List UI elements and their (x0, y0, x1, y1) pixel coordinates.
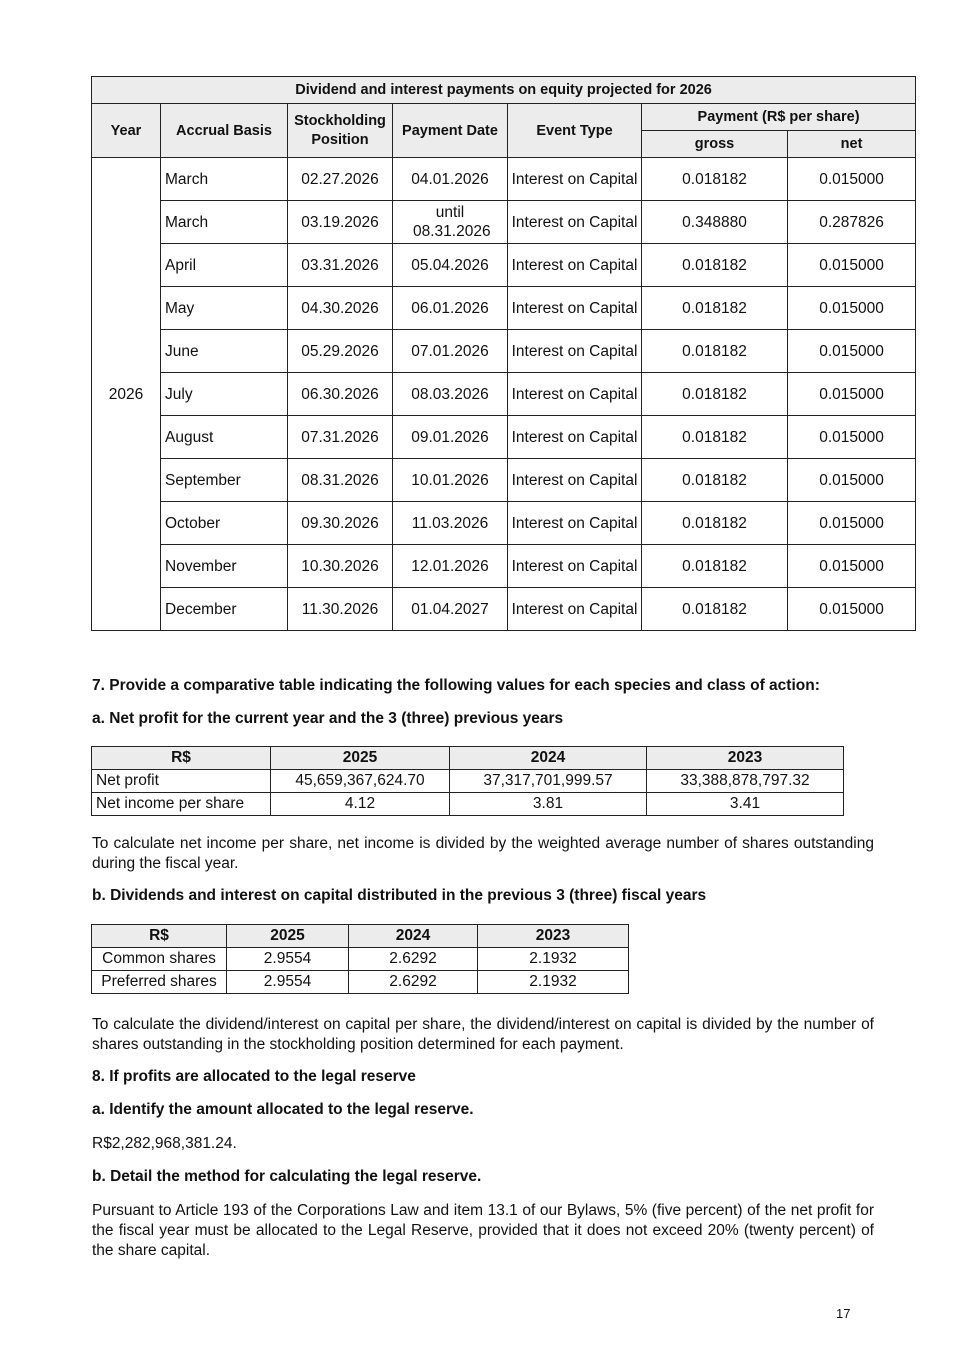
table-row (92, 287, 916, 330)
payment-date: 10.01.2026 (393, 459, 508, 502)
net-value: 0.015000 (788, 588, 916, 631)
net-value: 0.287826 (788, 201, 916, 244)
value-2023: 33,388,878,797.32 (647, 770, 844, 793)
value-2025: 45,659,367,624.70 (271, 770, 450, 793)
header-stockholding-position: Stockholding Position (288, 104, 393, 158)
payment-date: 05.04.2026 (393, 244, 508, 287)
header-payment-group: Payment (R$ per share) (642, 104, 916, 131)
accrual-month: July (161, 373, 288, 416)
dividend-projection-table (91, 76, 916, 631)
accrual-month: April (161, 244, 288, 287)
header-year-2025: 2025 (271, 747, 450, 770)
stockholding-date: 03.19.2026 (288, 201, 393, 244)
table-row (92, 373, 916, 416)
gross-value: 0.348880 (642, 201, 788, 244)
event-type: Interest on Capital (508, 373, 642, 416)
value-2025: 2.9554 (227, 971, 349, 994)
table-row (92, 588, 916, 631)
event-type: Interest on Capital (508, 287, 642, 330)
value-2023: 2.1932 (478, 971, 629, 994)
header-year-2025: 2025 (227, 925, 349, 948)
accrual-month: March (161, 158, 288, 201)
payment-date: 04.01.2026 (393, 158, 508, 201)
event-type: Interest on Capital (508, 158, 642, 201)
payment-date: 06.01.2026 (393, 287, 508, 330)
event-type: Interest on Capital (508, 459, 642, 502)
accrual-month: August (161, 416, 288, 459)
gross-value: 0.018182 (642, 416, 788, 459)
event-type: Interest on Capital (508, 330, 642, 373)
year-cell: 2026 (92, 158, 161, 631)
net-value: 0.015000 (788, 459, 916, 502)
payment-date: 11.03.2026 (393, 502, 508, 545)
stockholding-date: 08.31.2026 (288, 459, 393, 502)
value-2025: 4.12 (271, 793, 450, 816)
row-label: Net income per share (92, 793, 271, 816)
row-label: Common shares (92, 948, 227, 971)
value-2024: 2.6292 (349, 948, 478, 971)
section-8-heading: 8. If profits are allocated to the legal reserve (92, 1068, 416, 1085)
net-value: 0.015000 (788, 287, 916, 330)
gross-value: 0.018182 (642, 459, 788, 502)
stockholding-date: 07.31.2026 (288, 416, 393, 459)
table-row (92, 770, 844, 793)
stockholding-date: 10.30.2026 (288, 545, 393, 588)
gross-value: 0.018182 (642, 244, 788, 287)
section-7-heading: 7. Provide a comparative table indicating the following values for each species and class of action: (92, 677, 820, 694)
payment-date: until 08.31.2026 (393, 201, 508, 244)
gross-value: 0.018182 (642, 588, 788, 631)
net-value: 0.015000 (788, 545, 916, 588)
stockholding-date: 03.31.2026 (288, 244, 393, 287)
value-2025: 2.9554 (227, 948, 349, 971)
payment-date: 07.01.2026 (393, 330, 508, 373)
net-value: 0.015000 (788, 330, 916, 373)
row-label: Preferred shares (92, 971, 227, 994)
table-row (92, 971, 629, 994)
stockholding-date: 11.30.2026 (288, 588, 393, 631)
legal-reserve-method: Pursuant to Article 193 of the Corporations Law and item 13.1 of our Bylaws, 5% (five percent) of the net profit for the fiscal year must be allocated to the Legal Reserve, provided that it does not exceed 20% (twenty percent) of the share capital. (92, 1202, 874, 1259)
gross-value: 0.018182 (642, 545, 788, 588)
table-caption: Dividend and interest payments on equity projected for 2026 (92, 77, 916, 104)
event-type: Interest on Capital (508, 244, 642, 287)
net-value: 0.015000 (788, 416, 916, 459)
header-year-2024: 2024 (450, 747, 647, 770)
stockholding-date: 06.30.2026 (288, 373, 393, 416)
gross-value: 0.018182 (642, 287, 788, 330)
payment-date: 08.03.2026 (393, 373, 508, 416)
gross-value: 0.018182 (642, 373, 788, 416)
gross-value: 0.018182 (642, 502, 788, 545)
legal-reserve-amount: R$2,282,968,381.24. (92, 1135, 237, 1152)
net-value: 0.015000 (788, 244, 916, 287)
event-type: Interest on Capital (508, 201, 642, 244)
table-row (92, 158, 916, 201)
table-row (92, 793, 844, 816)
stockholding-date: 05.29.2026 (288, 330, 393, 373)
header-year-2023: 2023 (647, 747, 844, 770)
header-currency: R$ (92, 747, 271, 770)
header-accrual-basis: Accrual Basis (161, 104, 288, 158)
table-row (92, 459, 916, 502)
gross-value: 0.018182 (642, 330, 788, 373)
accrual-month: June (161, 330, 288, 373)
section-7b-heading: b. Dividends and interest on capital distributed in the previous 3 (three) fiscal years (92, 887, 707, 904)
net-value: 0.015000 (788, 373, 916, 416)
header-gross: gross (642, 131, 788, 158)
header-currency: R$ (92, 925, 227, 948)
table-row (92, 416, 916, 459)
value-2023: 3.41 (647, 793, 844, 816)
payment-date: 12.01.2026 (393, 545, 508, 588)
value-2023: 2.1932 (478, 948, 629, 971)
dividends-table (91, 924, 629, 994)
header-payment-date: Payment Date (393, 104, 508, 158)
value-2024: 3.81 (450, 793, 647, 816)
event-type: Interest on Capital (508, 416, 642, 459)
payment-date: 09.01.2026 (393, 416, 508, 459)
table-row (92, 244, 916, 287)
stockholding-date: 04.30.2026 (288, 287, 393, 330)
event-type: Interest on Capital (508, 502, 642, 545)
accrual-month: October (161, 502, 288, 545)
page-number: 17 (836, 1306, 851, 1321)
table-row (92, 948, 629, 971)
table-row (92, 545, 916, 588)
row-label: Net profit (92, 770, 271, 793)
accrual-month: March (161, 201, 288, 244)
event-type: Interest on Capital (508, 588, 642, 631)
section-8b-heading: b. Detail the method for calculating the legal reserve. (92, 1168, 482, 1185)
net-value: 0.015000 (788, 502, 916, 545)
header-net: net (788, 131, 916, 158)
header-year-2023: 2023 (478, 925, 629, 948)
section-7a-heading: a. Net profit for the current year and the 3 (three) previous years (92, 710, 564, 727)
stockholding-date: 02.27.2026 (288, 158, 393, 201)
net-profit-table (91, 746, 844, 816)
accrual-month: September (161, 459, 288, 502)
header-year-2024: 2024 (349, 925, 478, 948)
accrual-month: May (161, 287, 288, 330)
event-type: Interest on Capital (508, 545, 642, 588)
value-2024: 2.6292 (349, 971, 478, 994)
net-income-note: To calculate net income per share, net income is divided by the weighted average number of shares outstanding during the fiscal year. (92, 835, 874, 872)
header-event-type: Event Type (508, 104, 642, 158)
table-row (92, 502, 916, 545)
dividend-note: To calculate the dividend/interest on capital per share, the dividend/interest on capital is divided by the number of shares outstanding in the stockholding position determined for each payment. (92, 1016, 874, 1053)
header-year: Year (92, 104, 161, 158)
accrual-month: December (161, 588, 288, 631)
table-row (92, 330, 916, 373)
section-8a-heading: a. Identify the amount allocated to the legal reserve. (92, 1101, 474, 1118)
payment-date: 01.04.2027 (393, 588, 508, 631)
gross-value: 0.018182 (642, 158, 788, 201)
stockholding-date: 09.30.2026 (288, 502, 393, 545)
table-row (92, 201, 916, 244)
value-2024: 37,317,701,999.57 (450, 770, 647, 793)
net-value: 0.015000 (788, 158, 916, 201)
accrual-month: November (161, 545, 288, 588)
